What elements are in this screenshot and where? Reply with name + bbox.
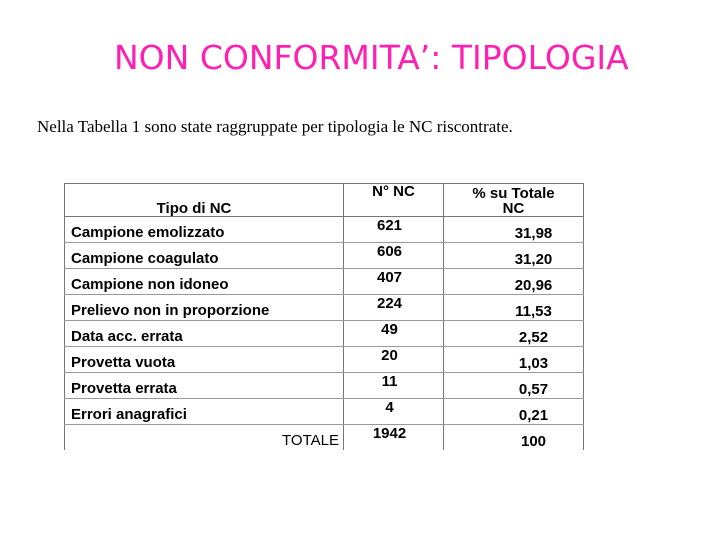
row-num: 20 (344, 347, 444, 373)
header-pct (444, 184, 584, 217)
table-row (65, 321, 584, 347)
table-header-row (65, 184, 584, 217)
total-num: 1942 (344, 425, 444, 451)
row-tipo: Campione non idoneo (65, 269, 344, 295)
row-num: 11 (344, 373, 444, 399)
row-tipo: Campione coagulato (65, 243, 344, 269)
row-tipo: Provetta errata (65, 373, 344, 399)
row-pct: 0,21 (444, 399, 584, 425)
row-pct: 11,53 (444, 295, 584, 321)
table-row (65, 217, 584, 243)
table-row (65, 399, 584, 425)
nc-type-table (64, 183, 584, 450)
table-row (65, 269, 584, 295)
row-pct: 1,03 (444, 347, 584, 373)
header-tipo: Tipo di NC (65, 184, 344, 217)
total-row (65, 425, 584, 451)
header-pct-line2: NC (502, 200, 525, 217)
table-row (65, 373, 584, 399)
row-pct: 20,96 (444, 269, 584, 295)
row-num: 606 (344, 243, 444, 269)
row-tipo: Provetta vuota (65, 347, 344, 373)
row-num: 407 (344, 269, 444, 295)
intro-text: Nella Tabella 1 sono state raggruppate per tipologia le NC riscontrate. (37, 117, 513, 136)
row-tipo: Data acc. errata (65, 321, 344, 347)
row-pct: 0,57 (444, 373, 584, 399)
table-row (65, 243, 584, 269)
row-num: 224 (344, 295, 444, 321)
row-num: 49 (344, 321, 444, 347)
table-row (65, 347, 584, 373)
header-num: N° NC (344, 184, 444, 217)
table-row (65, 295, 584, 321)
header-pct-line1: % su Totale (472, 185, 555, 202)
total-pct: 100 (444, 425, 584, 451)
row-tipo-text: Campione emolizzato (71, 224, 225, 241)
row-pct: 2,52 (444, 321, 584, 347)
row-tipo: Prelievo non in proporzione (65, 295, 344, 321)
slide-title: NON CONFORMITA’: TIPOLOGIA (114, 38, 629, 77)
row-num: 4 (344, 399, 444, 425)
row-num: 621 (344, 217, 444, 243)
row-pct: 31,20 (444, 243, 584, 269)
row-pct: 31,98 (444, 217, 584, 243)
total-label: TOTALE (65, 425, 344, 451)
row-tipo: Errori anagrafici (65, 399, 344, 425)
row-tipo (65, 217, 344, 243)
